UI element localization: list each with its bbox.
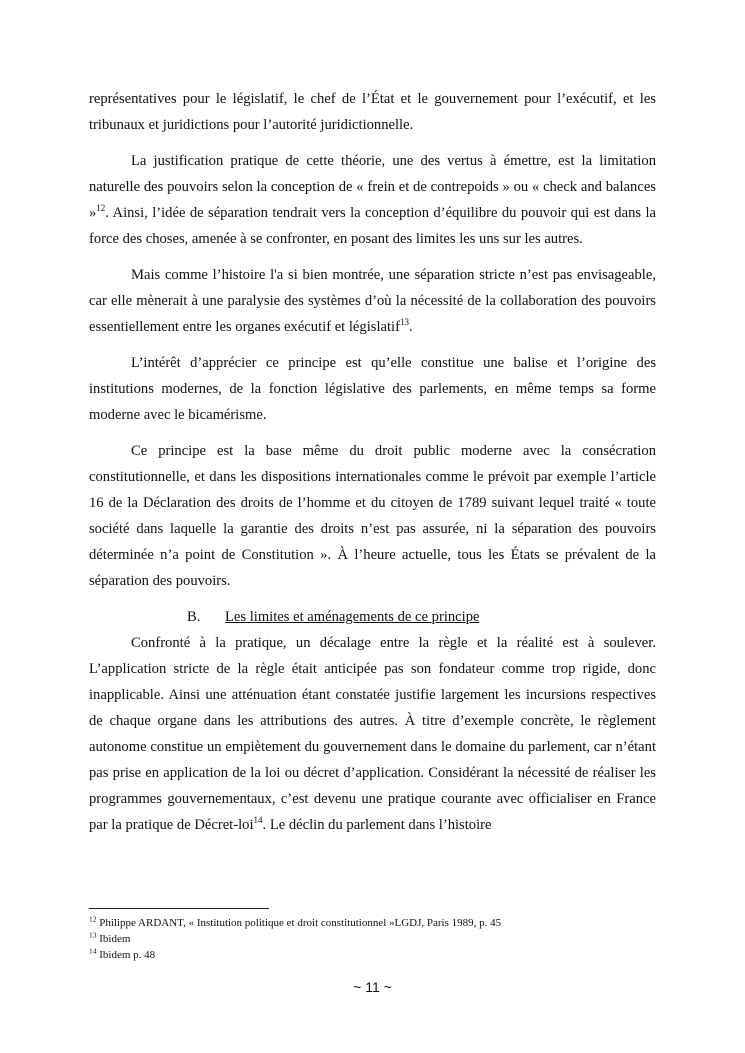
paragraph-text: L’intérêt d’apprécier ce principe est qu’elle constitue une balise et l’origine des institutions modernes, de la fonction législative des parlements, en même temps sa forme moderne avec le bicamérisme.: [89, 355, 656, 423]
footnote-separator: [89, 908, 269, 909]
footnote-ref[interactable]: 13: [399, 317, 409, 328]
paragraph-text: . Le déclin du parlement dans l’histoire: [262, 817, 492, 833]
paragraph-text: Ce principe est la base même du droit public moderne avec la consécration constitutionnelle, et dans les dispositions internationales comme le prévoit par exemple l’article 16 de la Déclaration des droits de l’homme et du citoyen de 1789 suivant lequel traité « toute société dans laquelle la garantie des droits n’est pas assurée, ni la séparation des pouvoirs déterminée n’a point de Constitution ». À l’heure actuelle, tous les États se prévalent de la séparation des pouvoirs.: [89, 443, 656, 589]
paragraph-principle: [89, 438, 656, 594]
footnote-number: 13: [89, 930, 97, 940]
footnote-item: [89, 915, 656, 931]
paragraph-text: Mais comme l’histoire l'a si bien montrée, une séparation stricte n’est pas envisageable, car elle mènerait à une paralysie des systèmes d’où la nécessité de la collaboration des pouvoirs essentiellement entre les organes exécutif et législatif: [89, 267, 656, 335]
paragraph-justification: [89, 148, 656, 252]
footnote-ref[interactable]: 14: [253, 815, 263, 826]
body-text: [89, 86, 656, 838]
section-heading: [89, 604, 656, 630]
footnote-item: [89, 947, 656, 963]
paragraph-text: Confronté à la pratique, un décalage entre la règle et la réalité est à soulever. L’application stricte de la règle était anticipée pas son fondateur comme trop rigide, donc inapplicable. Ainsi une atténuation étant constatée justifie largement les incursions respectives de chaque organe dans les attributions des autres. À titre d’exemple concrète, le règlement autonome constitue un empiètement du gouvernement dans le domaine du parlement, car n’étant pas prise en application de la loi ou décret d’application. Considérant la nécessité de réaliser les programmes gouvernementaux, c’est devenu une pratique courante avec officialiser en France par la pratique de Décret-loi: [89, 635, 656, 833]
footnotes: [89, 915, 656, 963]
footnote-number: 14: [89, 946, 97, 956]
paragraph-text: .: [408, 319, 413, 335]
footnote-number: 12: [89, 914, 97, 924]
paragraph-history: [89, 262, 656, 340]
paragraph-text: . Ainsi, l’idée de séparation tendrait vers la conception d’équilibre du pouvoir qui est dans la force des choses, amenée à se confronter, en posant des limites les uns sur les autres.: [89, 205, 656, 247]
section-title: Les limites et aménagements de ce principe: [225, 609, 480, 625]
page-number: ~ 11 ~: [353, 979, 392, 995]
paragraph-limits: [89, 630, 656, 838]
footnote-text: Ibidem p. 48: [99, 949, 156, 961]
section-letter: B.: [187, 609, 201, 625]
footnote-ref[interactable]: 12: [96, 203, 106, 214]
paragraph-text: représentatives pour le législatif, le chef de l’État et le gouvernement pour l’exécutif, et les tribunaux et juridictions pour l’autorité juridictionnelle.: [89, 91, 656, 133]
footnote-text: Ibidem: [99, 933, 131, 945]
footnote-item: [89, 931, 656, 947]
footnote-text: Philippe ARDANT, « Institution politique et droit constitutionnel »LGDJ, Paris 1989, p. 45: [99, 917, 502, 929]
paragraph-interest: [89, 350, 656, 428]
paragraph-text: La justification pratique de cette théorie, une des vertus à émettre, est la limitation naturelle des pouvoirs selon la conception de « frein et de contrepoids » ou « check and balances »: [89, 153, 656, 221]
paragraph-continuation: [89, 86, 656, 138]
